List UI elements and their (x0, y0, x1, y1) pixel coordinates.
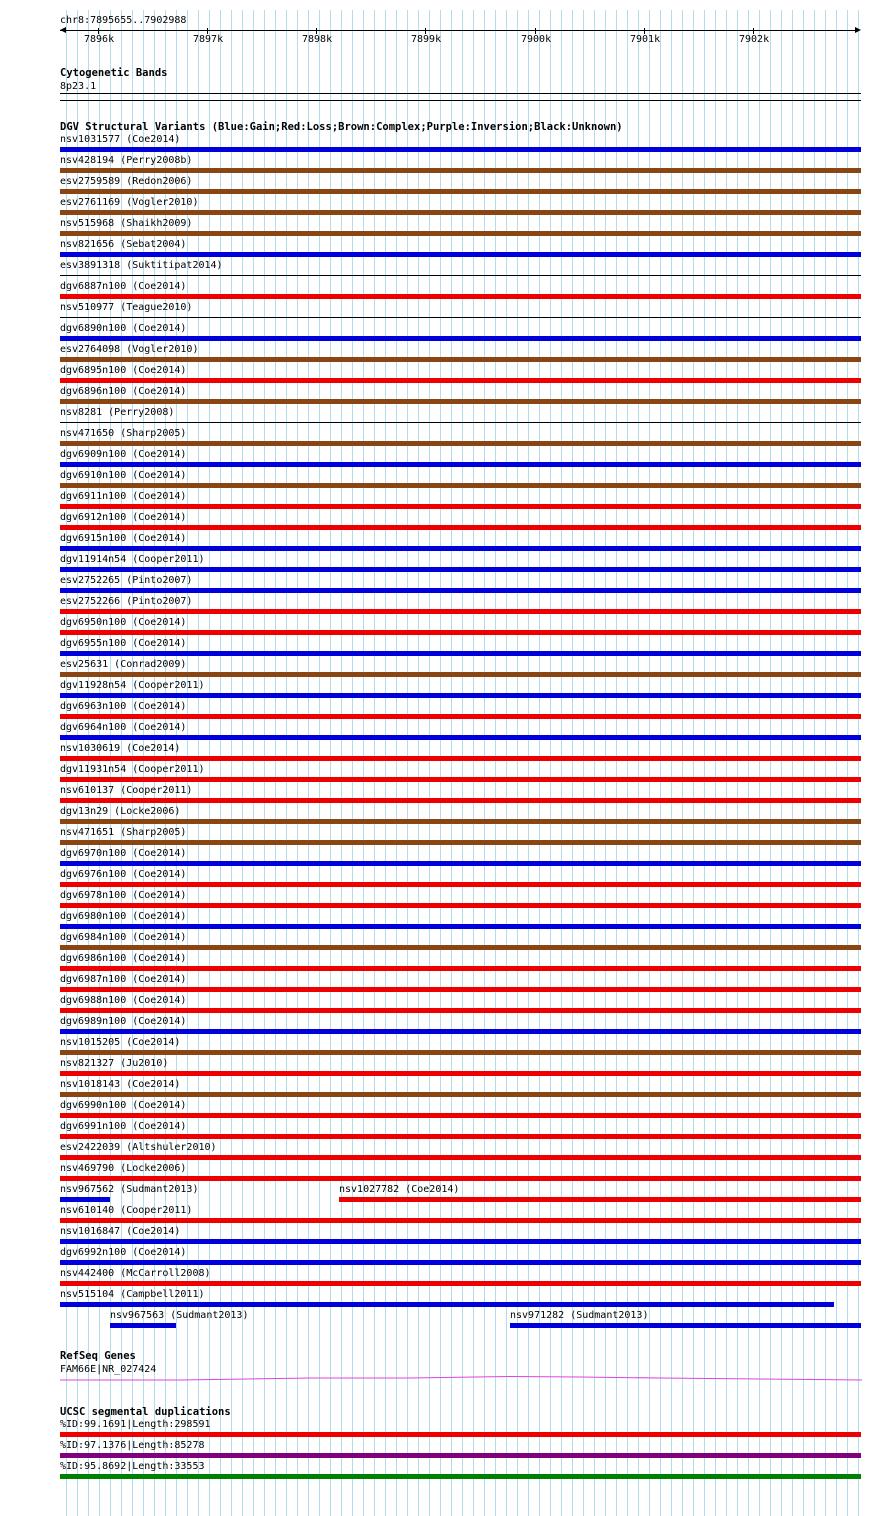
ruler-tick-label: 7899k (411, 34, 442, 45)
dgv-feature-bar[interactable] (60, 714, 861, 719)
dgv-feature-bar[interactable] (60, 1113, 861, 1118)
segdup-track-title[interactable]: UCSC segmental duplications (60, 1406, 231, 1418)
dgv-feature-label[interactable]: dgv6991n100 (Coe2014) (60, 1121, 187, 1132)
dgv-feature-label[interactable]: dgv6963n100 (Coe2014) (60, 701, 187, 712)
dgv-feature-label[interactable]: dgv6989n100 (Coe2014) (60, 1016, 187, 1027)
dgv-feature-bar[interactable] (60, 567, 861, 572)
dgv-feature-label[interactable]: esv2422039 (Altshuler2010) (60, 1142, 217, 1153)
dgv-feature-label[interactable]: dgv6987n100 (Coe2014) (60, 974, 187, 985)
cytoband-track-title[interactable]: Cytogenetic Bands (60, 67, 168, 79)
dgv-feature-label[interactable]: dgv11931n54 (Cooper2011) (60, 764, 205, 775)
dgv-feature-bar[interactable] (60, 1281, 861, 1286)
dgv-feature-label[interactable]: nsv971282 (Sudmant2013) (510, 1310, 649, 1321)
dgv-feature-label[interactable]: nsv515104 (Campbell2011) (60, 1289, 205, 1300)
dgv-feature-label[interactable]: dgv11928n54 (Cooper2011) (60, 680, 205, 691)
dgv-feature-label[interactable]: nsv510977 (Teague2010) (60, 302, 193, 313)
dgv-feature-label[interactable]: nsv1018143 (Coe2014) (60, 1079, 181, 1090)
dgv-feature-bar[interactable] (60, 168, 861, 173)
dgv-feature-bar[interactable] (60, 966, 861, 971)
dgv-feature-label[interactable]: esv2759589 (Redon2006) (60, 176, 193, 187)
dgv-feature-bar[interactable] (60, 861, 861, 866)
dgv-feature-label[interactable]: nsv428194 (Perry2008b) (60, 155, 193, 166)
dgv-feature-bar[interactable] (60, 735, 861, 740)
dgv-feature-bar[interactable] (60, 1134, 861, 1139)
dgv-feature-bar[interactable] (60, 1008, 861, 1013)
cytoband-band-top (60, 93, 861, 94)
dgv-feature-label[interactable]: dgv6988n100 (Coe2014) (60, 995, 187, 1006)
cytoband-band-bottom (60, 100, 861, 101)
dgv-feature-bar[interactable] (60, 630, 861, 635)
dgv-feature-bar[interactable] (60, 798, 861, 803)
dgv-feature-bar[interactable] (60, 1176, 861, 1181)
dgv-feature-label[interactable]: esv2764098 (Vogler2010) (60, 344, 199, 355)
dgv-feature-bar[interactable] (60, 422, 861, 423)
dgv-feature-label[interactable]: nsv610137 (Cooper2011) (60, 785, 193, 796)
dgv-feature-bar[interactable] (60, 525, 861, 530)
dgv-feature-bar[interactable] (60, 651, 861, 656)
dgv-feature-bar[interactable] (60, 945, 861, 950)
dgv-feature-bar[interactable] (60, 462, 861, 467)
dgv-feature-bar[interactable] (60, 840, 861, 845)
dgv-feature-label[interactable]: esv2761169 (Vogler2010) (60, 197, 199, 208)
dgv-feature-bar[interactable] (60, 1302, 834, 1307)
dgv-feature-label[interactable]: dgv13n29 (Locke2006) (60, 806, 181, 817)
dgv-feature-label[interactable]: dgv6964n100 (Coe2014) (60, 722, 187, 733)
dgv-feature-bar[interactable] (60, 378, 861, 383)
cytoband-label: 8p23.1 (60, 81, 97, 92)
dgv-feature-label[interactable]: dgv6978n100 (Coe2014) (60, 890, 187, 901)
ruler-axis-line (60, 30, 859, 31)
ruler-tick-label: 7902k (739, 34, 770, 45)
dgv-feature-label[interactable]: dgv6955n100 (Coe2014) (60, 638, 187, 649)
dgv-feature-bar[interactable] (60, 336, 861, 341)
dgv-feature-label[interactable]: nsv967563 (Sudmant2013) (110, 1310, 249, 1321)
dgv-feature-bar[interactable] (60, 1050, 861, 1055)
dgv-feature-label[interactable]: dgv11914n54 (Cooper2011) (60, 554, 205, 565)
dgv-feature-label[interactable]: nsv1030619 (Coe2014) (60, 743, 181, 754)
dgv-feature-label[interactable]: esv3891318 (Suktitipat2014) (60, 260, 223, 271)
refseq-gene-label[interactable]: FAM66E|NR_027424 (60, 1364, 157, 1375)
ruler-arrow-right-icon (855, 27, 861, 33)
dgv-feature-label[interactable]: dgv6910n100 (Coe2014) (60, 470, 187, 481)
dgv-feature-bar[interactable] (510, 1323, 861, 1328)
dgv-feature-label[interactable]: nsv1027782 (Coe2014) (339, 1184, 460, 1195)
dgv-feature-bar[interactable] (60, 1260, 861, 1265)
segdup-feature-bar[interactable] (60, 1474, 861, 1479)
dgv-feature-label[interactable]: esv2752266 (Pinto2007) (60, 596, 193, 607)
dgv-feature-label[interactable]: dgv6896n100 (Coe2014) (60, 386, 187, 397)
dgv-feature-label[interactable]: nsv515968 (Shaikh2009) (60, 218, 193, 229)
segdup-feature-label[interactable]: %ID:95.8692|Length:33553 (60, 1461, 205, 1472)
dgv-feature-label[interactable]: dgv6915n100 (Coe2014) (60, 533, 187, 544)
segdup-feature-bar[interactable] (60, 1453, 861, 1458)
dgv-feature-label[interactable]: dgv6986n100 (Coe2014) (60, 953, 187, 964)
dgv-feature-bar[interactable] (60, 1155, 861, 1160)
dgv-feature-label[interactable]: nsv821327 (Ju2010) (60, 1058, 169, 1069)
dgv-feature-label[interactable]: dgv6984n100 (Coe2014) (60, 932, 187, 943)
dgv-feature-label[interactable]: nsv967562 (Sudmant2013) (60, 1184, 199, 1195)
dgv-feature-label[interactable]: dgv6895n100 (Coe2014) (60, 365, 187, 376)
dgv-feature-bar[interactable] (60, 819, 861, 824)
dgv-feature-bar[interactable] (60, 1029, 861, 1034)
dgv-feature-label[interactable]: esv25631 (Conrad2009) (60, 659, 187, 670)
segdup-feature-bar[interactable] (60, 1432, 861, 1437)
dgv-feature-bar[interactable] (60, 357, 861, 362)
dgv-track-title[interactable]: DGV Structural Variants (Blue:Gain;Red:Loss;Brown:Complex;Purple:Inversion;Black:Unknown) (60, 121, 623, 133)
dgv-feature-bar[interactable] (60, 1071, 861, 1076)
dgv-feature-label[interactable]: dgv6992n100 (Coe2014) (60, 1247, 187, 1258)
dgv-feature-label[interactable]: dgv6911n100 (Coe2014) (60, 491, 187, 502)
ruler-tick-label: 7901k (630, 34, 661, 45)
ruler-tick-label: 7898k (302, 34, 333, 45)
ruler-region-label: chr8:7895655..7902988 (60, 15, 187, 26)
dgv-feature-bar[interactable] (60, 987, 861, 992)
dgv-feature-bar[interactable] (60, 210, 861, 215)
dgv-feature-label[interactable]: nsv610140 (Cooper2011) (60, 1205, 193, 1216)
dgv-feature-bar[interactable] (60, 1197, 110, 1202)
dgv-feature-bar[interactable] (60, 777, 861, 782)
dgv-feature-bar[interactable] (339, 1197, 861, 1202)
dgv-feature-label[interactable]: nsv442400 (McCarroll2008) (60, 1268, 211, 1279)
dgv-feature-bar[interactable] (60, 882, 861, 887)
dgv-feature-bar[interactable] (110, 1323, 176, 1328)
dgv-feature-bar[interactable] (60, 189, 861, 194)
dgv-feature-bar[interactable] (60, 483, 861, 488)
ruler-tick-label: 7896k (84, 34, 115, 45)
dgv-feature-bar[interactable] (60, 924, 861, 929)
segdup-feature-label[interactable]: %ID:97.1376|Length:85278 (60, 1440, 205, 1451)
dgv-feature-label[interactable]: nsv1031577 (Coe2014) (60, 134, 181, 145)
dgv-feature-label[interactable]: dgv6912n100 (Coe2014) (60, 512, 187, 523)
dgv-feature-bar[interactable] (60, 231, 861, 236)
dgv-feature-bar[interactable] (60, 504, 861, 509)
dgv-feature-bar[interactable] (60, 693, 861, 698)
refseq-gene-model[interactable] (60, 1374, 862, 1384)
dgv-feature-bar[interactable] (60, 294, 861, 299)
dgv-feature-label[interactable]: dgv6890n100 (Coe2014) (60, 323, 187, 334)
dgv-feature-label[interactable]: nsv821656 (Sebat2004) (60, 239, 187, 250)
dgv-feature-label[interactable]: nsv1015205 (Coe2014) (60, 1037, 181, 1048)
dgv-feature-label[interactable]: dgv6980n100 (Coe2014) (60, 911, 187, 922)
dgv-feature-bar[interactable] (60, 756, 861, 761)
dgv-feature-label[interactable]: dgv6950n100 (Coe2014) (60, 617, 187, 628)
dgv-feature-bar[interactable] (60, 1239, 861, 1244)
dgv-feature-bar[interactable] (60, 441, 861, 446)
dgv-feature-bar[interactable] (60, 609, 861, 614)
dgv-feature-label[interactable]: dgv6970n100 (Coe2014) (60, 848, 187, 859)
refseq-track-title[interactable]: RefSeq Genes (60, 1350, 136, 1362)
dgv-feature-label[interactable]: dgv6976n100 (Coe2014) (60, 869, 187, 880)
dgv-feature-label[interactable]: nsv1016847 (Coe2014) (60, 1226, 181, 1237)
dgv-feature-label[interactable]: nsv469790 (Locke2006) (60, 1163, 187, 1174)
dgv-feature-bar[interactable] (60, 546, 861, 551)
dgv-feature-bar[interactable] (60, 672, 861, 677)
dgv-feature-bar[interactable] (60, 399, 861, 404)
dgv-feature-bar[interactable] (60, 588, 861, 593)
dgv-feature-label[interactable]: dgv6909n100 (Coe2014) (60, 449, 187, 460)
dgv-feature-label[interactable]: nsv471650 (Sharp2005) (60, 428, 187, 439)
dgv-feature-bar[interactable] (60, 903, 861, 908)
ruler-tick-label: 7900k (521, 34, 552, 45)
dgv-feature-bar[interactable] (60, 147, 861, 152)
dgv-feature-bar[interactable] (60, 1218, 861, 1223)
dgv-feature-label[interactable]: dgv6990n100 (Coe2014) (60, 1100, 187, 1111)
ruler-arrow-left-icon (60, 27, 66, 33)
dgv-feature-label[interactable]: dgv6887n100 (Coe2014) (60, 281, 187, 292)
dgv-feature-bar[interactable] (60, 317, 861, 318)
dgv-feature-label[interactable]: nsv8281 (Perry2008) (60, 407, 175, 418)
dgv-feature-label[interactable]: nsv471651 (Sharp2005) (60, 827, 187, 838)
dgv-feature-bar[interactable] (60, 252, 861, 257)
dgv-feature-bar[interactable] (60, 1092, 861, 1097)
ruler-tick-label: 7897k (193, 34, 224, 45)
dgv-feature-label[interactable]: esv2752265 (Pinto2007) (60, 575, 193, 586)
segdup-feature-label[interactable]: %ID:99.1691|Length:298591 (60, 1419, 211, 1430)
dgv-feature-bar[interactable] (60, 275, 861, 276)
